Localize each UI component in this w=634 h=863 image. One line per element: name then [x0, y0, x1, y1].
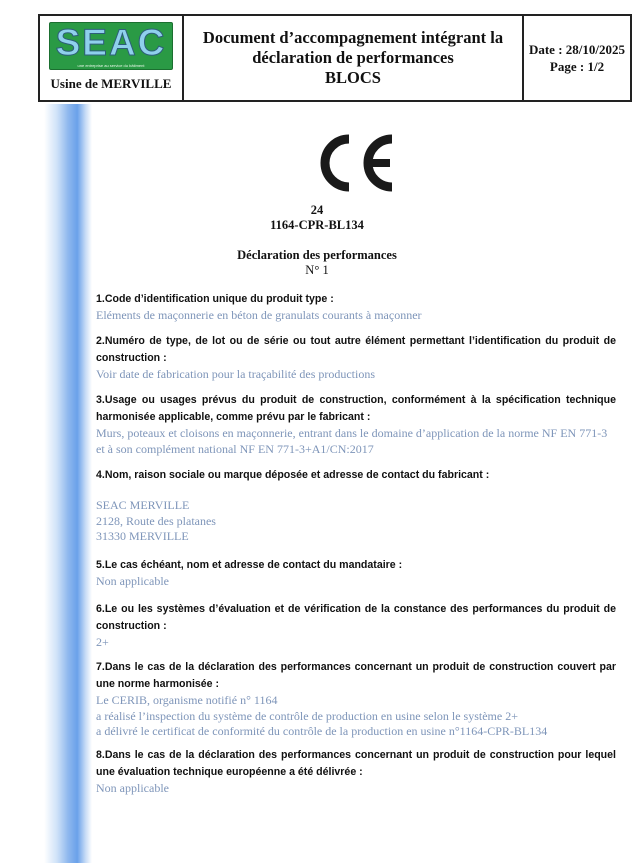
date-page-cell [524, 16, 630, 100]
document-date: Date : 28/10/2025 [528, 42, 626, 57]
section-3 [96, 392, 616, 457]
section-answer: Eléments de maçonnerie en béton de granulats courants à maçonner [96, 308, 422, 322]
title-line-2: déclaration de performances [252, 48, 454, 67]
document-header [38, 14, 632, 102]
section-answer: Voir date de fabrication pour la traçabilité des productions [96, 367, 376, 381]
section-answer: Non applicable [96, 781, 169, 795]
certificate-reference: 1164-CPR-BL134 [270, 218, 364, 232]
section-1 [96, 291, 616, 324]
declaration-title: Déclaration des performances [237, 248, 397, 262]
logo-tagline: une entreprise au service du bâtiment [77, 63, 145, 68]
declaration-number: N° 1 [305, 263, 329, 277]
company-logo [49, 22, 173, 70]
page-number: Page : 1/2 [549, 59, 605, 74]
section-question: 3.Usage ou usages prévus du produit de construction, conformément à la spécification technique harmonisée applicable, comme prévu par le fabricant : [96, 394, 616, 423]
section-8 [96, 747, 616, 797]
section-question: 8.Dans le cas de la déclaration des performances concernant un produit de construction pour lequel une évaluation technique européenne a été délivrée : [96, 749, 616, 778]
section-6 [96, 601, 616, 651]
section-answer: Murs, poteaux et cloisons en maçonnerie, entrant dans le domaine d’application de la norme NF EN 771-3 et à son complément national NF EN 771-3+A1/CN:2017 [96, 426, 608, 456]
section-answer: 2128, Route des platanes [96, 513, 216, 528]
section-answer: 2+ [96, 635, 109, 649]
title-line-3: BLOCS [325, 68, 381, 87]
section-7 [96, 659, 616, 740]
section-question: 7.Dans le cas de la déclaration des performances concernant un produit de construction couvert par une norme harmonisée : [96, 661, 616, 690]
section-question: 2.Numéro de type, de lot ou de série ou tout autre élément permettant l’identification du produit de construction : [96, 335, 616, 364]
ce-mark-icon [314, 134, 396, 192]
logo-text: SEAC [55, 22, 167, 63]
section-question: 6.Le ou les systèmes d’évaluation et de vérification de la constance des performances du produit de construction : [96, 603, 616, 632]
plant-label: Usine de MERVILLE [50, 76, 172, 91]
notified-body-number: 24 [310, 203, 324, 217]
section-answer: Le CERIB, organisme notifié n° 1164 [96, 693, 278, 707]
section-4 [96, 467, 616, 545]
section-2 [96, 333, 616, 383]
section-answer: Non applicable [96, 574, 169, 588]
title-line-1: Document d’accompagnement intégrant la [202, 28, 504, 47]
section-answer: 31330 MERVILLE [96, 529, 189, 543]
section-5 [96, 557, 616, 590]
section-answer: a réalisé l’inspection du système de contrôle de production en usine selon le système 2+ [96, 708, 518, 723]
section-question: 5.Le cas échéant, nom et adresse de contact du mandataire : [96, 559, 403, 571]
section-answer: SEAC MERVILLE [96, 498, 190, 512]
document-title [184, 16, 524, 100]
section-answer: a délivré le certificat de conformité du contrôle de la production en usine n°1164-CPR-BL134 [96, 724, 548, 738]
logo-cell [40, 16, 184, 100]
section-question: 1.Code d’identification unique du produit type : [96, 293, 334, 305]
section-question: 4.Nom, raison sociale ou marque déposée et adresse de contact du fabricant : [96, 469, 490, 481]
